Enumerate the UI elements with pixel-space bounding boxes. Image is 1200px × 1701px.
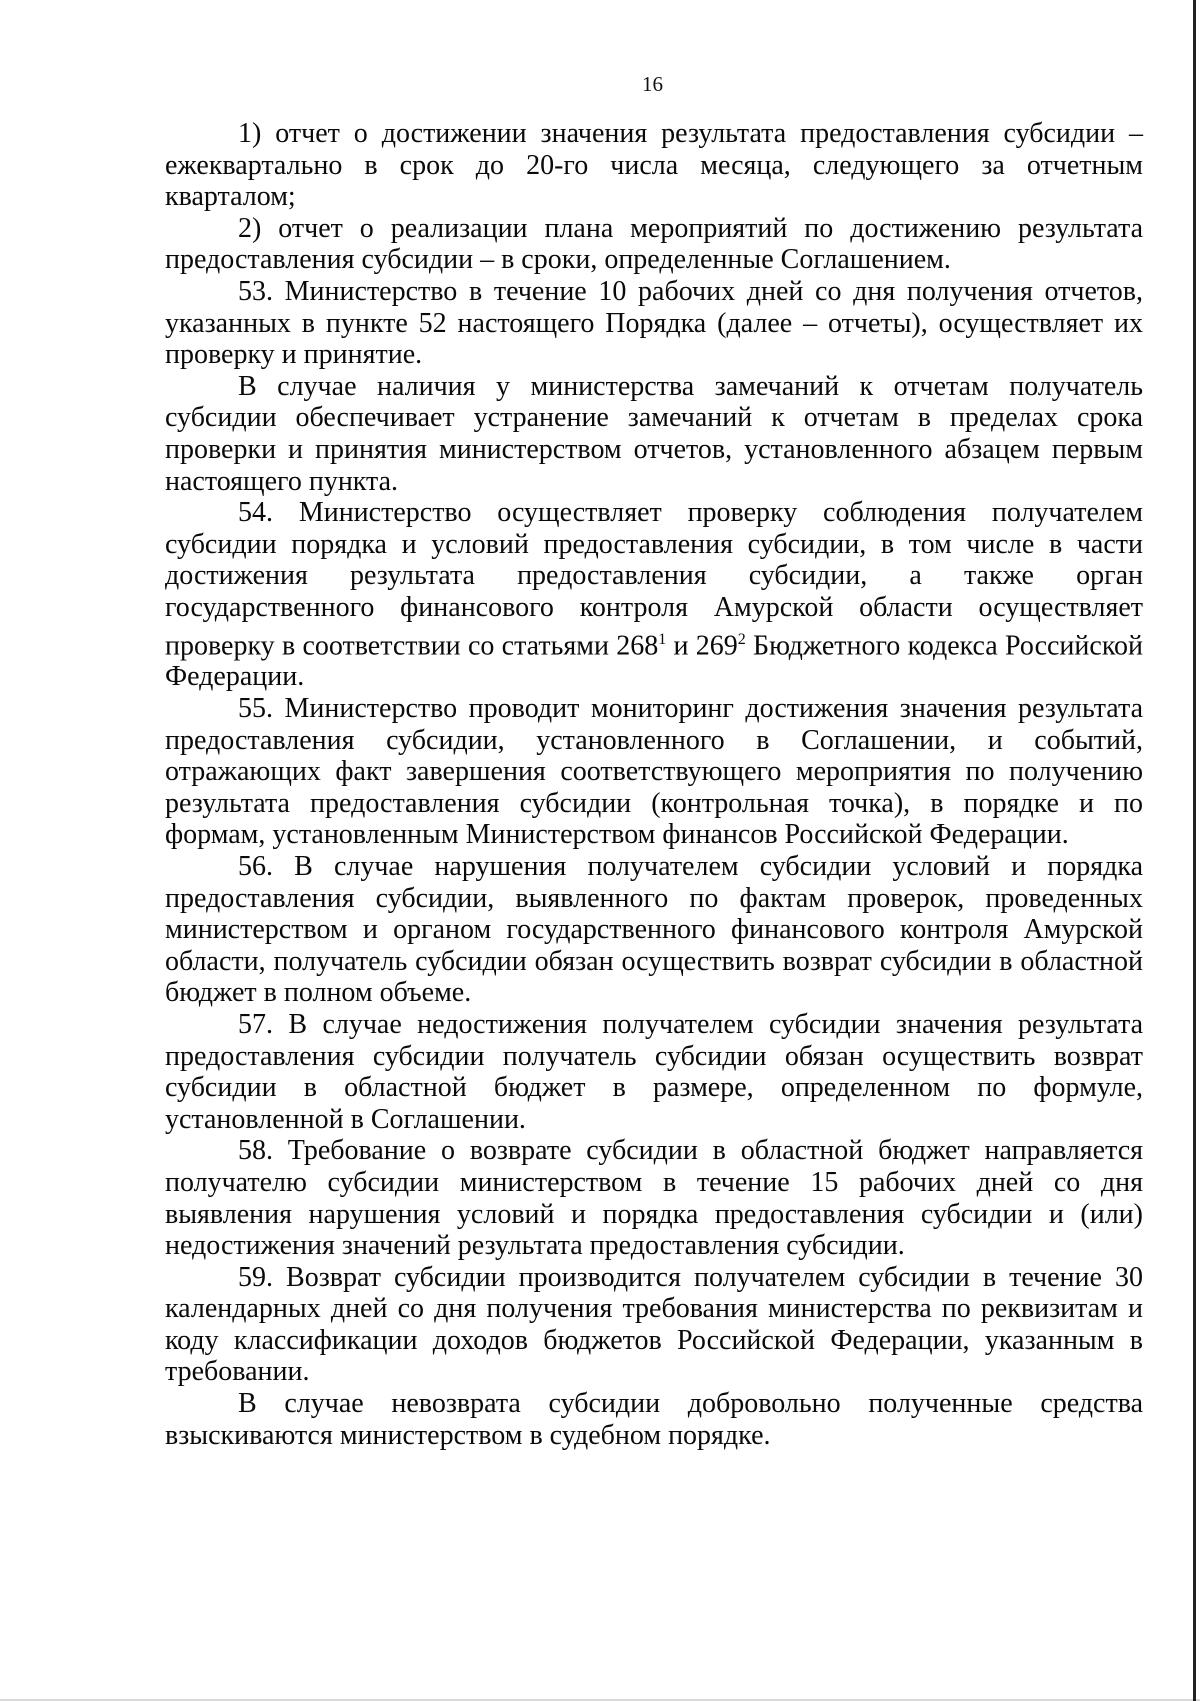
page-number: 16 [642,72,663,96]
scan-edge-line [1193,0,1196,1701]
paragraph-54 [165,497,1143,693]
paragraph-59-nonreturn: В случае невозврата субсидии добровольно полученные средства взыскиваются министерством в судебном порядке. [165,1388,1143,1451]
superscript-2: 2 [737,630,746,648]
paragraph-54-text-c: Бюджетного кодекса Российской Федерации. [165,629,1143,693]
document-body [165,118,1143,1451]
superscript-1: 1 [658,630,667,648]
paragraph-59: 59. Возврат субсидии производится получателем субсидии в течение 30 календарных дней со дня получения требования министерства по реквизитам и коду классификации доходов бюджетов Российской Федерации, указанным в требовании. [165,1261,1143,1388]
paragraph-53: 53. Министерство в течение 10 рабочих дней со дня получения отчетов, указанных в пункте 52 настоящего Порядка (далее – отчеты), осуществляет их проверку и принятие. [165,275,1143,371]
paragraph-57: 57. В случае недостижения получателем субсидии значения результата предоставления субсидии получатель субсидии обязан осуществить возврат субсидии в областной бюджет в размере, определенном по формуле, установленной в Соглашении. [165,1008,1143,1135]
paragraph-report-plan: 2) отчет о реализации плана мероприятий по достижению результата предоставления субсидии – в сроки, определенные Соглашением. [165,212,1143,276]
paragraph-53-remarks: В случае наличия у министерства замечаний к отчетам получатель субсидии обеспечивает устранение замечаний к отчетам в пределах срока проверки и принятия министерством отчетов, установленного абзацем первым настоящего пункта. [165,370,1143,497]
paragraph-54-text-b: и 269 [666,629,738,661]
paragraph-55: 55. Министерство проводит мониторинг достижения значения результата предоставления субсидии, установленного в Соглашении, и событий, отражающих факт завершения соответствующего мероприятия по получению результата предоставления субсидии (контрольная точка), в порядке и по формам, установленным Министерством финансов Российской Федерации. [165,693,1143,851]
paragraph-58: 58. Требование о возврате субсидии в областной бюджет направляется получателю субсидии министерством в течение 15 рабочих дней со дня выявления нарушения условий и порядка предоставления субсидии и (или) недостижения значений результата предоставления субсидии. [165,1135,1143,1262]
paragraph-56: 56. В случае нарушения получателем субсидии условий и порядка предоставления субсидии, выявленного по фактам проверок, проведенных министерством и органом государственного финансового контроля Амурской области, получатель субсидии обязан осуществить возврат субсидии в областной бюджет в полном объеме. [165,850,1143,1009]
paragraph-54-text-a: 54. Министерство осуществляет проверку соблюдения получателем субсидии порядка и условий предоставления субсидии, в том числе в части достижения результата предоставления субсидии, а также орган государственного финансового контроля Амурской области осуществляет проверку в соответствии со статьями 268 [165,497,1143,661]
paragraph-report-result: 1) отчет о достижении значения результата предоставления субсидии – ежеквартально в срок до 20-го числа месяца, следующего за отчетным кварталом; [165,118,1143,213]
